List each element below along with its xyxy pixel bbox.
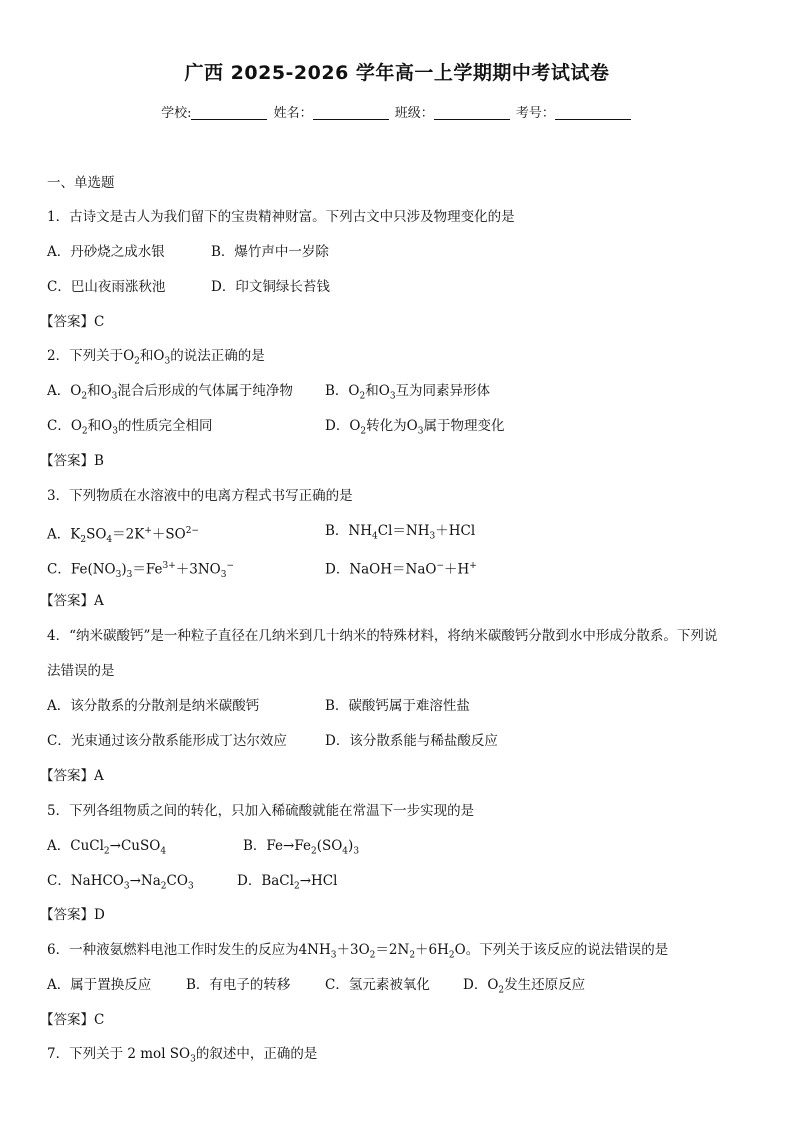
q3-sub: 3: [220, 570, 227, 581]
q4-option-d[interactable]: D．该分散系能与稀盐酸反应: [325, 733, 498, 749]
q5-sub: 3: [123, 881, 130, 892]
q2-a-text: 和O: [87, 383, 112, 399]
q2-sub: 2: [81, 426, 88, 437]
q5-a-text: →CuSO: [109, 838, 161, 854]
q3-answer: 【答案】A: [40, 593, 104, 609]
q3-c-text: ＝Fe: [132, 561, 163, 578]
section-title: 一、单选题: [47, 175, 115, 191]
class-blank[interactable]: [434, 105, 510, 120]
q3-d-text: ＋H: [444, 561, 470, 578]
number-blank[interactable]: [555, 105, 631, 120]
q1-option-b[interactable]: B．爆竹声中一岁除: [211, 244, 329, 260]
q3-sup: +: [144, 526, 152, 536]
q6-sub: 2: [369, 950, 376, 961]
class-label: 班级：: [394, 106, 434, 121]
q5-sub: 3: [187, 881, 194, 892]
q3-b-text: Cl＝NH: [377, 523, 430, 539]
q6-d-text: D．O: [463, 977, 499, 993]
q5-option-b[interactable]: [243, 837, 359, 861]
q3-b-text: ＋HCl: [435, 523, 476, 539]
q6-option-d[interactable]: [463, 976, 585, 1000]
q2-b-text: 互为同素异形体: [395, 383, 491, 399]
q2-sub: 3: [164, 356, 171, 367]
q6-option-c[interactable]: C．氢元素被氧化: [325, 977, 430, 993]
q3-c-text: ＋3NO: [175, 561, 221, 578]
q3-a-text: A．K: [47, 526, 81, 543]
q2-sub: 2: [360, 426, 367, 437]
q6-stem-text: ＋6H: [415, 942, 449, 958]
q3-a-text: ＝2K: [112, 526, 145, 543]
q6-option-a[interactable]: A．属于置换反应: [47, 977, 152, 993]
q5-a-text: A．CuCl: [47, 838, 104, 854]
q5-c-text: CO: [166, 873, 188, 889]
q3-sub: 3: [126, 570, 133, 581]
q6-sub: 2: [409, 950, 416, 961]
q3-sup: −: [226, 561, 235, 571]
q3-b-text: B．NH: [325, 523, 373, 539]
q2-b-text: 和O: [365, 383, 390, 399]
q3-option-b[interactable]: [325, 522, 475, 546]
q5-answer: 【答案】D: [40, 907, 105, 923]
q2-sub: 3: [389, 391, 396, 402]
q5-sub: 2: [293, 881, 300, 892]
q6-stem-text: 6．一种液氨燃料电池工作时发生的反应为4NH: [47, 942, 331, 958]
q2-option-a[interactable]: [47, 382, 293, 406]
q2-sub: 3: [111, 391, 118, 402]
q3-sub: 4: [372, 531, 378, 542]
q4-option-b[interactable]: B．碳酸钙属于难溶性盐: [325, 698, 470, 714]
q1-stem: 1．古诗文是古人为我们留下的宝贵精神财富。下列古文中只涉及物理变化的是: [47, 209, 515, 225]
q2-d-text: 属于物理变化: [423, 418, 505, 434]
q2-a-text: 混合后形成的气体属于纯净物: [117, 383, 293, 399]
q5-c-text: C．NaHCO: [47, 873, 124, 889]
page-title: 广西 2025-2026 学年高一上学期期中考试试卷: [184, 62, 610, 84]
q5-sub: 3: [353, 846, 360, 857]
student-info-row: [0, 102, 794, 121]
q2-answer: 【答案】B: [40, 453, 104, 469]
q3-c-text: C．Fe(NO: [47, 561, 116, 578]
q1-answer: 【答案】C: [40, 314, 105, 330]
q3-sup: 3+: [162, 561, 176, 571]
q6-sub: 2: [498, 985, 505, 996]
q5-sub: 2: [160, 881, 167, 892]
q5-option-a[interactable]: [47, 837, 166, 861]
q3-stem: 3．下列物质在水溶液中的电离方程式书写正确的是: [47, 488, 353, 504]
q2-option-c[interactable]: [47, 417, 212, 441]
q2-sub: 2: [359, 391, 366, 402]
q5-b-text: ): [348, 838, 354, 854]
q5-sub: 4: [342, 846, 349, 857]
q3-option-d[interactable]: [325, 557, 477, 579]
q6-sub: 2: [448, 950, 455, 961]
q2-stem-text: 的说法正确的是: [170, 348, 265, 364]
q3-option-c[interactable]: [47, 557, 234, 584]
q2-stem: [47, 347, 265, 371]
q5-c-text: →Na: [129, 873, 161, 889]
q3-sup: +: [469, 561, 477, 571]
q5-sub: 2: [103, 846, 110, 857]
q6-d-text: 发生还原反应: [504, 977, 586, 993]
q3-sub: 4: [106, 535, 113, 546]
q3-c-text: ): [121, 561, 127, 578]
q5-sub: 4: [160, 846, 167, 857]
q2-d-text: 转化为O: [366, 418, 418, 434]
q6-option-b[interactable]: B．有电子的转移: [186, 977, 291, 993]
name-blank[interactable]: [313, 105, 389, 120]
q6-stem-text: ＋3O: [336, 942, 370, 958]
q1-option-a[interactable]: A．丹砂烧之成水银: [47, 244, 165, 260]
q2-a-text: A．O: [47, 383, 82, 399]
q2-option-d[interactable]: [325, 417, 504, 441]
q3-sup: −: [436, 561, 445, 571]
q2-c-text: 和O: [87, 418, 113, 434]
q6-stem-text: O。下列关于该反应的说法错误的是: [454, 942, 669, 958]
q2-c-text: C．O: [47, 418, 82, 434]
q6-stem: [47, 941, 668, 965]
q2-c-text: 的性质完全相同: [117, 418, 213, 434]
q5-d-text: →HCl: [299, 873, 338, 889]
q7-sub: 3: [190, 1054, 196, 1065]
q3-option-a[interactable]: [47, 522, 199, 549]
q2-sub: 3: [417, 426, 424, 437]
q5-d-text: D．BaCl: [237, 873, 294, 889]
q3-sup: 2−: [185, 526, 199, 536]
q1-option-c[interactable]: C．巴山夜雨涨秋池: [47, 279, 166, 295]
q5-sub: 2: [310, 846, 317, 857]
q6-answer: 【答案】C: [40, 1012, 105, 1028]
number-label: 考号：: [515, 106, 555, 121]
q6-stem-text: ＝2N: [375, 942, 410, 958]
q3-a-text: SO: [86, 526, 107, 543]
q2-stem-text: 和O: [139, 348, 165, 364]
q2-option-b[interactable]: [325, 382, 490, 406]
q2-d-text: D．O: [325, 418, 361, 434]
q3-a-text: ＋SO: [151, 526, 186, 543]
name-label: 姓名：: [273, 106, 313, 121]
q2-sub: 2: [134, 356, 140, 367]
q4-option-c[interactable]: C．光束通过该分散系能形成丁达尔效应: [47, 733, 287, 749]
q2-sub: 2: [81, 391, 88, 402]
q5-b-text: (SO: [316, 838, 343, 854]
q5-b-text: B．Fe→Fe: [243, 838, 311, 854]
q3-sub: 3: [115, 570, 122, 581]
q4-stem-line1: 4．“纳米碳酸钙”是一种粒子直径在几纳米到几十纳米的特殊材料，将纳米碳酸钙分散到水中形成分散系。下列说: [47, 628, 718, 644]
q6-sub: 3: [330, 950, 337, 961]
q3-sub: 3: [429, 531, 436, 542]
q5-option-d[interactable]: [237, 872, 337, 896]
school-label: 学校:: [161, 106, 192, 121]
q2-stem-text: 2．下列关于O: [47, 348, 135, 364]
q5-stem: 5．下列各组物质之间的转化，只加入稀硫酸就能在常温下一步实现的是: [47, 803, 475, 819]
q4-stem-line2: 法错误的是: [47, 663, 115, 679]
q3-d-text: D．NaOH＝NaO: [325, 561, 437, 578]
q5-option-c[interactable]: [47, 872, 194, 896]
q7-stem-text: 7．下列关于 2 mol SO: [47, 1046, 191, 1062]
q2-sub: 3: [112, 426, 118, 437]
q7-stem: [47, 1045, 317, 1069]
q2-b-text: B．O: [325, 383, 360, 399]
q3-sub: 2: [80, 535, 87, 546]
q7-stem-text: 的叙述中，正确的是: [195, 1046, 318, 1062]
q4-answer: 【答案】A: [40, 768, 104, 784]
school-blank[interactable]: [191, 105, 267, 120]
q1-option-d[interactable]: D．印文铜绿长苔钱: [211, 279, 330, 295]
q4-option-a[interactable]: A．该分散系的分散剂是纳米碳酸钙: [47, 698, 260, 714]
